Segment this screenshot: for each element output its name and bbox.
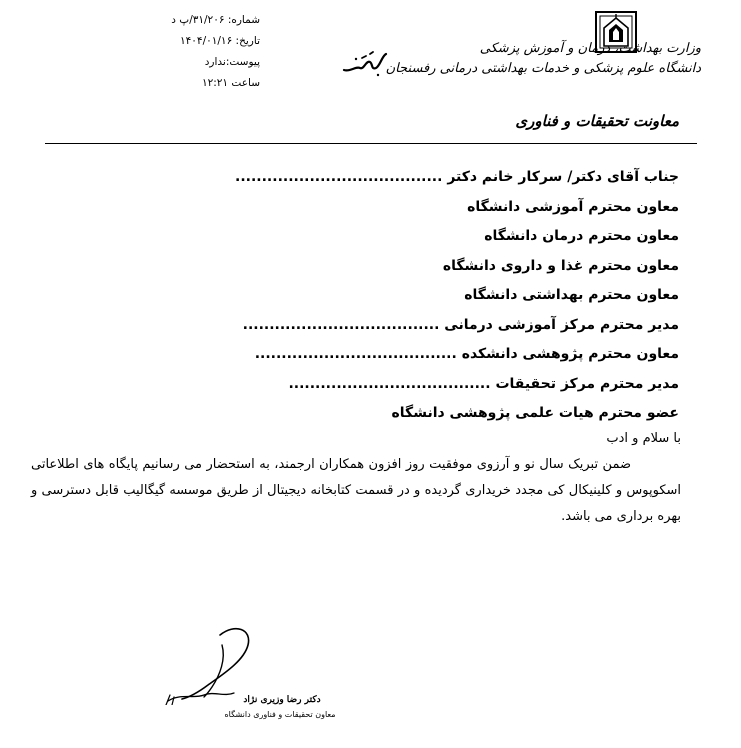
recipient-line: معاون محترم درمان دانشگاه [484,228,679,244]
letter-date: تاریخ: ۱۴۰۴/۰۱/۱۶ [180,35,260,47]
letter-body [31,426,681,530]
recipient-line: معاون محترم پژوهشی دانشکده ...................................... [254,346,679,362]
recipient-list [39,163,679,429]
greeting: با سلام و ادب [606,431,681,446]
university-name: دانشگاه علوم پزشکی و خدمات بهداشتی درمانی رفسنجان [385,61,701,76]
body-paragraph: ضمن تبریک سال نو و آرزوی موفقیت روز افزون همکاران ارجمند، به استحضار می رسانیم پایگاه های اطلاعاتی اسکوپوس و کلینیکال کی مجدد خریداری گردیده و در قسمت کتابخانه دیجیتال از طریق موسسه گیگالیب قابل دسترسی و بهره برداری می باشد. [31,457,681,524]
header-divider [45,143,697,144]
urgency-stamp-icon [340,48,390,78]
letter-attachment: پیوست:ندارد [204,56,260,68]
letter-number: شماره: ۳۱/۲۰۶/پ د [171,14,260,26]
letter-meta [110,10,260,94]
recipient-line: معاون محترم بهداشتی دانشگاه [464,287,679,303]
letter-time: ساعت ۱۲:۲۱ [201,77,260,89]
recipient-line: مدیر محترم مرکز تحقیقات ...................................... [288,375,679,392]
signatory-title: معاون تحقیقات و فناوری دانشگاه [224,710,336,719]
ministry-name: وزارت بهداشت، درمان و آموزش پزشکی [479,41,701,56]
recipient-line: جناب آقای دکتر/ سرکار خانم دکتر ....................................... [235,169,679,185]
recipient-line: مدیر محترم مرکز آموزشی درمانی ..................................... [242,316,679,333]
department-name: معاونت تحقیقات و فناوری [515,112,679,130]
recipient-line: عضو محترم هیات علمی پژوهشی دانشگاه [391,405,679,421]
signatory-name: دکتر رضا وزیری نژاد [243,695,321,705]
recipient-line: معاون محترم غذا و داروی دانشگاه [442,257,679,274]
signature-icon [160,615,270,705]
recipient-line: معاون محترم آموزشی دانشگاه [467,198,679,215]
